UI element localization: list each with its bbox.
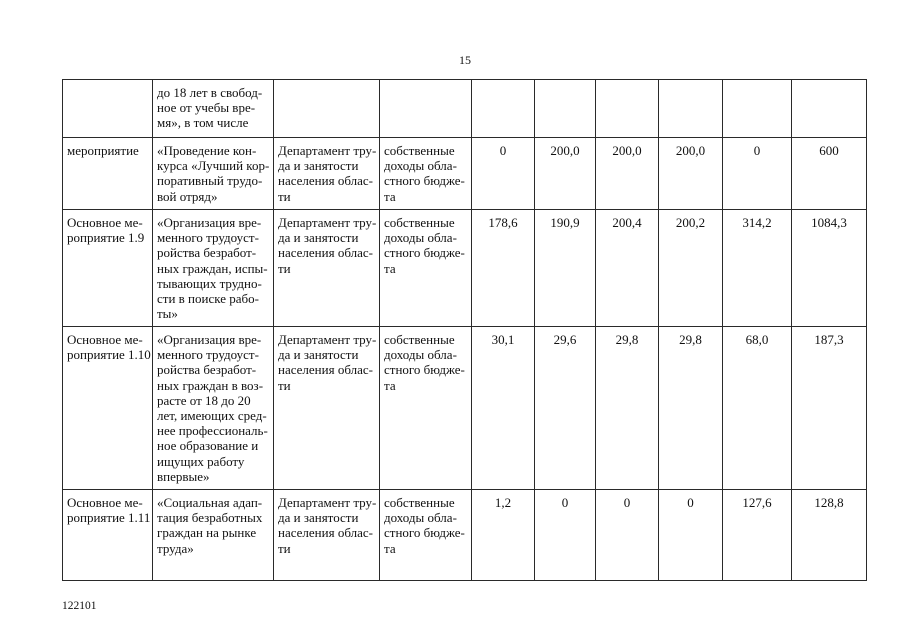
activities-table [62,79,867,581]
value-cell: 0 [535,490,596,581]
table-row [63,80,867,138]
program-activities-table [62,79,866,581]
activity-cell [63,80,153,138]
table-row [63,138,867,210]
value-cell: 0 [659,490,723,581]
description-cell: до 18 лет в свобод- ное от учебы вре- мя», в том числе [153,80,274,138]
value-cell: 127,6 [723,490,792,581]
value-cell: 0 [596,490,659,581]
total-cell: 187,3 [792,327,867,490]
activity-cell: мероприятие [63,138,153,210]
value-cell [596,80,659,138]
description-cell: «Проведение кон- курса «Лучший кор- поративный трудо- вой отряд» [153,138,274,210]
value-cell: 190,9 [535,210,596,327]
table-row [63,210,867,327]
executor-cell [274,80,380,138]
description-cell: «Организация вре- менного трудоуст- ройства безработ- ных граждан в воз- расте от 18 до 20 лет, имеющих сред- нее профессиональ- ное образование и ищущих работу впервые» [153,327,274,490]
value-cell: 29,8 [596,327,659,490]
description-cell: «Социальная адап- тация безработных граждан на рынке труда» [153,490,274,581]
table-row [63,490,867,581]
value-cell: 200,4 [596,210,659,327]
value-cell [535,80,596,138]
value-cell: 200,2 [659,210,723,327]
executor-cell: Департамент тру- да и занятости населения облас- ти [274,210,380,327]
document-code: 122101 [62,600,97,612]
value-cell [472,80,535,138]
description-cell: «Организация вре- менного трудоуст- ройства безработ- ных граждан, испы- тывающих трудно- сти в поиске рабо- ты» [153,210,274,327]
funding-source-cell [380,80,472,138]
value-cell: 200,0 [596,138,659,210]
funding-source-cell: собственные доходы обла- стного бюдже- та [380,138,472,210]
activity-cell: Основное ме- роприятие 1.10 [63,327,153,490]
value-cell: 200,0 [659,138,723,210]
value-cell: 68,0 [723,327,792,490]
value-cell: 178,6 [472,210,535,327]
value-cell [659,80,723,138]
value-cell: 0 [472,138,535,210]
value-cell: 0 [723,138,792,210]
funding-source-cell: собственные доходы обла- стного бюдже- та [380,210,472,327]
funding-source-cell: собственные доходы обла- стного бюдже- та [380,490,472,581]
page-number: 15 [459,53,471,67]
value-cell: 200,0 [535,138,596,210]
executor-cell: Департамент тру- да и занятости населения облас- ти [274,490,380,581]
executor-cell: Департамент тру- да и занятости населения облас- ти [274,327,380,490]
total-cell: 600 [792,138,867,210]
executor-cell: Департамент тру- да и занятости населения облас- ти [274,138,380,210]
value-cell: 314,2 [723,210,792,327]
activity-cell: Основное ме- роприятие 1.11 [63,490,153,581]
activity-cell: Основное ме- роприятие 1.9 [63,210,153,327]
total-cell: 128,8 [792,490,867,581]
value-cell: 30,1 [472,327,535,490]
funding-source-cell: собственные доходы обла- стного бюдже- та [380,327,472,490]
total-cell: 1084,3 [792,210,867,327]
value-cell: 29,6 [535,327,596,490]
value-cell [723,80,792,138]
value-cell: 29,8 [659,327,723,490]
table-row [63,327,867,490]
total-cell [792,80,867,138]
value-cell: 1,2 [472,490,535,581]
